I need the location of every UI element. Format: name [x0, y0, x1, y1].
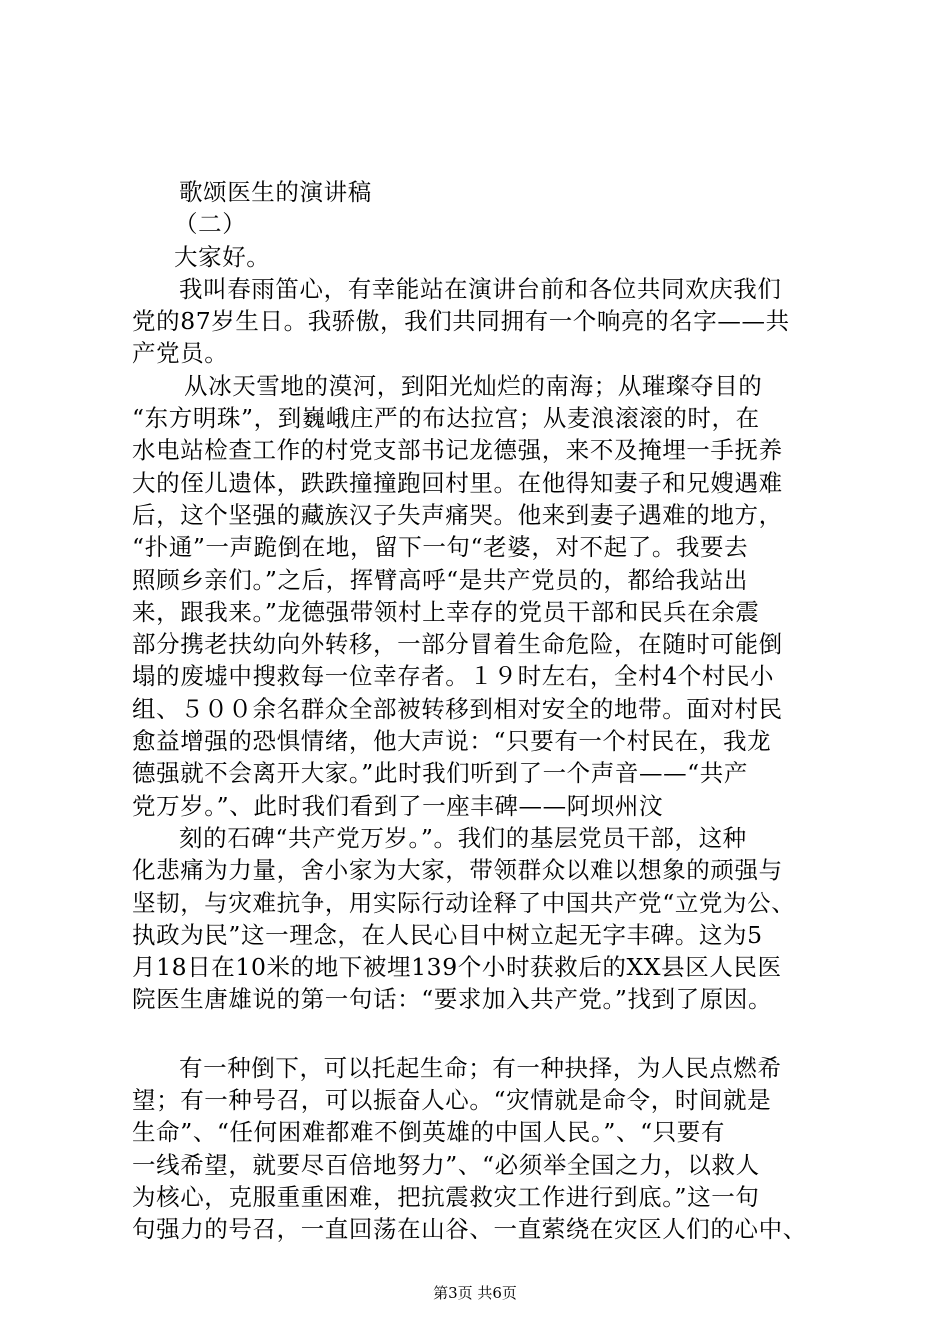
paragraph-line: 一线希望，就要尽百倍地努力”、“必须举全国之力，以救人: [132, 1150, 760, 1179]
paragraph-line: 刻的石碑“共产党万岁。”。我们的基层党员干部，这种: [179, 823, 747, 852]
paragraph-1: [132, 273, 832, 370]
paragraph-line: 院医生唐雄说的第一句话：“要求加入共产党。”找到了原因。: [132, 985, 773, 1014]
document-title: 歌颂医生的演讲稿: [179, 178, 372, 206]
paragraph-3: [132, 822, 832, 1016]
paragraph-line: 组、５００余名群众全部被转移到相对安全的地带。面对村民: [132, 694, 783, 723]
paragraph-line: 大的侄儿遗体，跌跌撞撞跑回村里。在他得知妻子和兄嫂遇难: [132, 468, 783, 497]
paragraph-line: 照顾乡亲们。”之后，挥臂高呼“是共产党员的，都给我站出: [132, 565, 748, 594]
paragraph-line: 后，这个坚强的藏族汉子失声痛哭。他来到妻子遇难的地方，: [132, 500, 783, 529]
paragraph-line: 有一种倒下，可以托起生命；有一种抉择，为人民点燃希: [179, 1053, 782, 1082]
paragraph-line: 望；有一种号召，可以振奋人心。“灾情就是命令，时间就是: [132, 1086, 772, 1115]
paragraph-line: “东方明珠”，到巍峨庄严的布达拉宫；从麦浪滚滚的时，在: [132, 404, 760, 433]
paragraph-line: 从冰天雪地的漠河，到阳光灿烂的南海；从璀璨夺目的: [184, 371, 763, 400]
paragraph-2: [132, 370, 832, 822]
paragraph-4: [132, 1052, 832, 1246]
paragraph-line: 部分携老扶幼向外转移，一部分冒着生命危险，在随时可能倒: [132, 630, 783, 659]
paragraph-line: 月18日在10米的地下被埋139个小时获救后的XX县区人民医: [132, 953, 782, 982]
document-body: [132, 176, 832, 1246]
paragraph-line: 产党员。: [132, 339, 229, 368]
paragraph-line: 为核心，克服重重困难，把抗震救灾工作进行到底。”这一句: [132, 1182, 760, 1211]
paragraph-line: 化悲痛为力量，舍小家为大家，带领群众以难以想象的顽强与: [132, 856, 783, 885]
paragraph-line: “扑通”一声跪倒在地，留下一句“老婆，对不起了。我要去: [132, 533, 749, 562]
paragraph-line: 愈益增强的恐惧情绪，他大声说：“只要有一个村民在，我龙: [132, 727, 772, 756]
greeting: 大家好。: [174, 242, 271, 271]
paragraph-line: 塌的废墟中搜救每一位幸存者。１９时左右，全村4个村民小: [132, 662, 775, 691]
paragraph-line: 来，跟我来。”龙德强带领村上幸存的党员干部和民兵在余震: [132, 597, 760, 626]
paragraph-gap: [132, 1016, 832, 1052]
paragraph-line: 党的87岁生日。我骄傲，我们共同拥有一个响亮的名字——共: [132, 307, 790, 336]
document-subtitle: （二）: [174, 210, 247, 239]
paragraph-line: 德强就不会离开大家。”此时我们听到了一个声音——“共产: [132, 759, 748, 788]
paragraph-line: 坚韧，与灾难抗争，用实际行动诠释了中国共产党“立党为公、: [132, 888, 796, 917]
paragraph-line: 句强力的号召，一直回荡在山谷、一直萦绕在灾区人们的心中、: [132, 1215, 807, 1244]
paragraph-line: 我叫春雨笛心，有幸能站在演讲台前和各位共同欢庆我们: [179, 274, 782, 303]
paragraph-line: 党万岁。”、此时我们看到了一座丰碑——阿坝州汶: [132, 791, 664, 820]
paragraph-line: 水电站检查工作的村党支部书记龙德强，来不及掩埋一手抚养: [132, 436, 783, 465]
paragraph-line: 执政为民”这一理念，在人民心目中树立起无字丰碑。这为5: [132, 920, 763, 949]
paragraph-line: 生命”、“任何困难都难不倒英雄的中国人民。”、“只要有: [132, 1118, 726, 1147]
page-footer: 第3页 共6页: [433, 1284, 517, 1302]
